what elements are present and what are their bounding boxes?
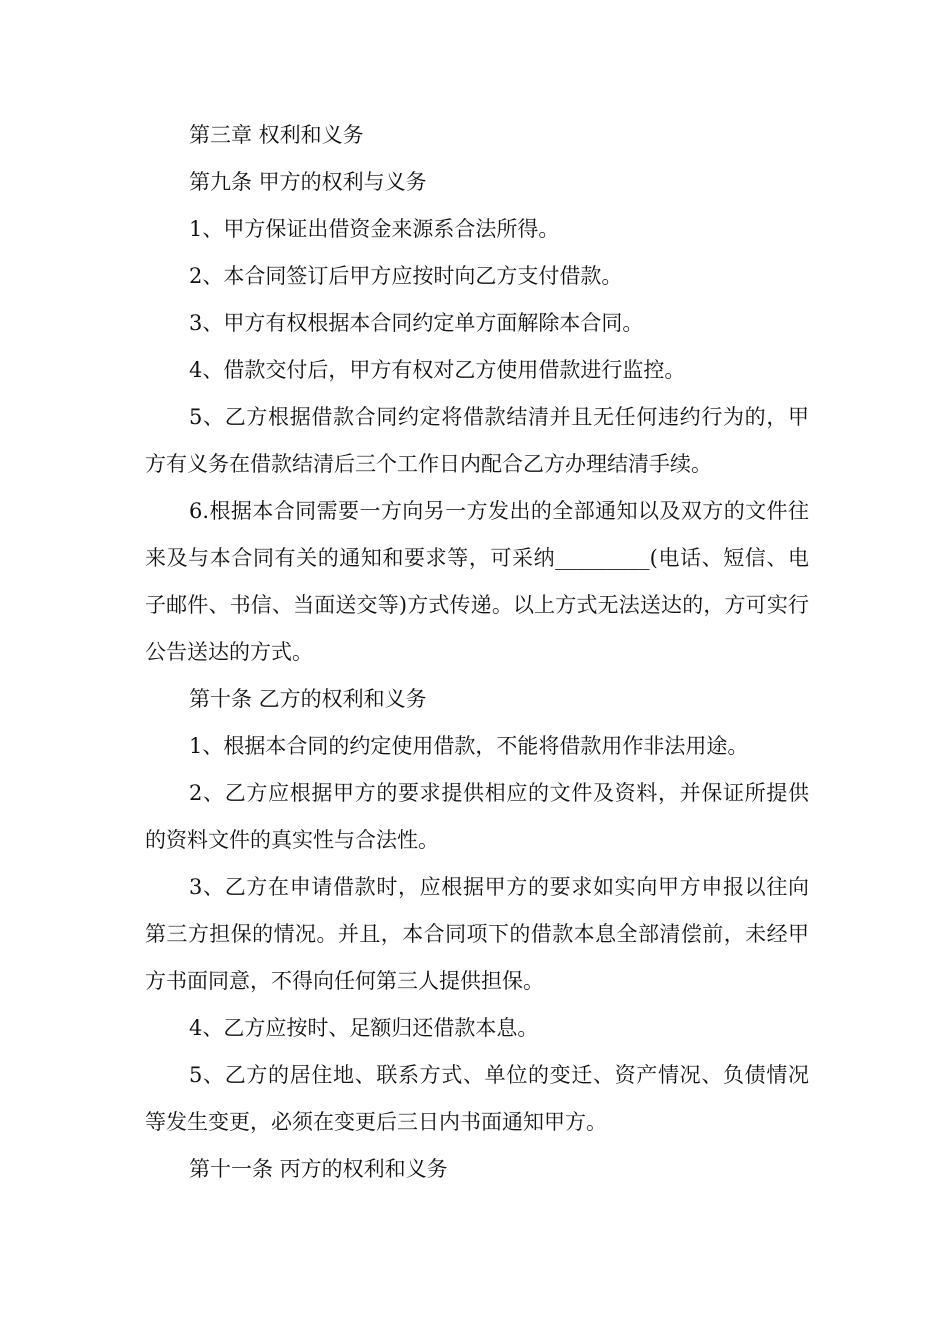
article-heading-11: 第十一条 丙方的权利和义务 (189, 1157, 448, 1181)
article-heading-9: 第九条 甲方的权利与义务 (189, 170, 427, 194)
article-9-clause-2: 2、本合同签订后甲方应按时向乙方支付借款。 (189, 264, 623, 288)
document-body (145, 112, 809, 1193)
article-9-clause-6: 6.根据本合同需要一方向另一方发出的全部通知以及双方的文件往来及与本合同有关的通知和要求等，可采纳_________(电话、短信、电子邮件、书信、当面送交等)方式传递。以上方式无法送达的，方可实行公告送达的方式。 (145, 499, 809, 664)
article-heading-10: 第十条 乙方的权利和义务 (189, 687, 427, 711)
article-10-clause-5: 5、乙方的居住地、联系方式、单位的变迁、资产情况、负债情况等发生变更，必须在变更后三日内书面通知甲方。 (145, 1063, 809, 1134)
article-9-clause-1: 1、甲方保证出借资金来源系合法所得。 (189, 217, 560, 241)
article-10-clause-2: 2、乙方应根据甲方的要求提供相应的文件及资料，并保证所提供的资料文件的真实性与合法性。 (145, 781, 809, 852)
article-10-clause-4: 4、乙方应按时、足额归还借款本息。 (189, 1016, 539, 1040)
article-10-clause-3: 3、乙方在申请借款时，应根据甲方的要求如实向甲方申报以往向第三方担保的情况。并且，本合同项下的借款本息全部清偿前，未经甲方书面同意，不得向任何第三人提供担保。 (145, 875, 809, 993)
article-9-clause-3: 3、甲方有权根据本合同约定单方面解除本合同。 (189, 311, 644, 335)
chapter-heading: 第三章 权利和义务 (189, 123, 364, 147)
article-9-clause-5: 5、乙方根据借款合同约定将借款结清并且无任何违约行为的，甲方有义务在借款结清后三个工作日内配合乙方办理结清手续。 (145, 405, 809, 476)
article-10-clause-1: 1、根据本合同的约定使用借款，不能将借款用作非法用途。 (189, 734, 749, 758)
article-9-clause-4: 4、借款交付后，甲方有权对乙方使用借款进行监控。 (189, 358, 686, 382)
